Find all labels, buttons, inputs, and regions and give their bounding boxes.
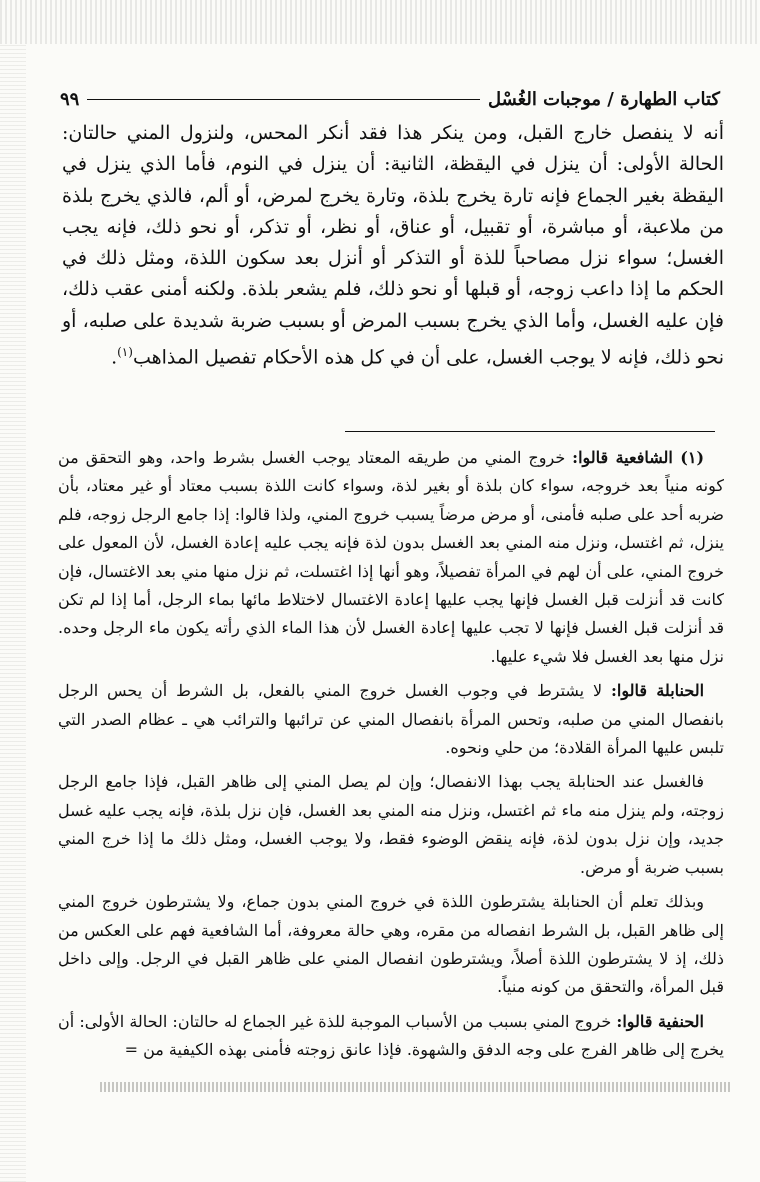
footnote-hanbali (58, 677, 724, 762)
chapter-title: كتاب الطهارة / موجبات الغُسْل (487, 88, 720, 110)
footnote-comparison (58, 888, 724, 1002)
footnote-shafii (58, 444, 724, 671)
header-rule (87, 99, 480, 100)
footnote-text: خروج المني من طريقه المعتاد يوجب الغسل بشرط واحد، وهو التحقق من كونه منياً بعد خروجه، سواء كان بلذة أو بغير لذة، وسواء كانت اللذة بسبب معتاد أو غير معتاد، بأن ضربه أحد على صلبه فأمنى، أو مرض مرضاً يسبب خروج المني، ولذا قالوا: إذا جامع الرجل زوجه، فلم ينزل، ثم اغتسل، ونزل منه المني بعد الغسل بدون لذة فإنه يجب عليه إعادة الغسل، لأن المعول على خروج المني، على أن لهم في المرأة تفصيلاً، وهو أنها إذا اغتسلت، ثم نزل منها مني بعد الاغتسال، فإن كانت قد أنزلت قبل الغسل فإنها يجب عليها إعادة الاغتسال لاختلاط مائها بماء الرجل، أما إذا لم تكن قد أنزلت قبل الغسل فإنها لا تجب عليها إعادة الغسل لأن هذا الماء الذي رأته يكون ماء الرجل وحده. نزل منها بعد الغسل فلا شيء عليها. (58, 448, 725, 666)
running-header (60, 86, 720, 112)
footnote-hanafi (58, 1008, 724, 1065)
page-number: ٩٩ (60, 88, 80, 110)
footnote-lead: الحنابلة قالوا: (610, 681, 705, 701)
main-text (62, 118, 724, 374)
main-paragraph: أنه لا ينفصل خارج القبل، ومن ينكر هذا فقد أنكر المحس، ولنزول المني حالتان: الحالة الأولى: أن ينزل في اليقظة، الثانية: أن ينزل في النوم، فأما الذي ينزل في اليقظة بغير الجماع فإنه تارة يخرج بلذة، وتارة يخرج لمرض، أو ألم، فالذي يخرج بلذة من ملاعبة، أو مباشرة، أو تقبيل، أو عناق، أو نظر، أو تذكر، أو نحو ذلك، فإنه يجب الغسل؛ سواء نزل مصاحباً للذة أو التذكر أو أنزل بعد سكون اللذة، ومثل ذلك في الحكم ما إذا داعب زوجه، أو قبلها أو نحو ذلك، فلم يشعر بلذة. ولكنه أمنى عقب ذلك، فإن عليه الغسل، وأما الذي يخرج بسبب المرض أو بسبب ضربة شديدة على صلبه، أو نحو ذلك، فإنه لا يوجب الغسل، على أن في كل هذه الأحكام تفصيل المذاهب$^{(١)}$. (62, 122, 724, 369)
footnote-lead: (١) الشافعية قالوا: (572, 448, 705, 467)
scan-edge-bottom (100, 1082, 730, 1092)
footnote-hanbali-detail (58, 768, 724, 882)
footnote-text: فالغسل عند الحنابلة يجب بهذا الانفصال؛ وإن لم يصل المني إلى ظاهر القبل، فإذا جامع الرجل زوجته، ولم ينزل منه ماء ثم اغتسل، ونزل منه المني بعد الغسل، فإن نزل بلذة، فإنه يجب عليه غسل جديد، وإن نزل بدون لذة، فإنه ينقض الوضوء فقط، ولا يوجب الغسل، ومثل ذلك ما إذا خرج المني بسبب ضربة أو مرض. (58, 772, 724, 877)
footnote-lead: الحنفية قالوا: (616, 1011, 705, 1031)
main-paragraph-text: أنه لا ينفصل خارج القبل، ومن ينكر هذا فقد أنكر المحس، ولنزول المني حالتان: الحالة الأولى: أن ينزل في اليقظة، الثانية: أن ينزل في النوم، فأما الذي ينزل في اليقظة بغير الجماع فإنه تارة يخرج بلذة، وتارة يخرج لمرض، أو ألم، فالذي يخرج بلذة من ملاعبة، أو مباشرة، أو تقبيل، أو عناق، أو نظر، أو تذكر، أو نحو ذلك، فإنه يجب الغسل؛ سواء نزل مصاحباً للذة أو التذكر أو أنزل بعد سكون اللذة، ومثل ذلك في الحكم ما إذا داعب زوجه، أو قبلها أو نحو ذلك، فلم يشعر بلذة. ولكنه أمنى عقب ذلك، فإن عليه الغسل، وأما الذي يخرج بسبب المرض أو بسبب ضربة شديدة على صلبه، أو نحو ذلك، فإنه لا يوجب الغسل، على أن في كل هذه الأحكام تفصيل المذاهب (62, 122, 724, 369)
footnote-text: خروج المني بسبب من الأسباب الموجبة للذة غير الجماع له حالتان: الحالة الأولى: أن يخرج إلى ظاهر الفرج على وجه الدفق والشهوة. فإذا عانق زوجته فأمنى بهذه الكيفية من = (58, 1011, 724, 1060)
footnote-separator (345, 431, 715, 432)
footnotes (58, 444, 724, 1065)
footnote-text: وبذلك تعلم أن الحنابلة يشترطون اللذة في خروج المني بدون جماع، ولا يشترطون خروج المني إلى ظاهر القبل، بل الشرط انفصاله من مقره، وهي حالة معروفة، أما الشافعية فهم على العكس من ذلك، إذ لا يشترطون اللذة أصلاً، ويشترطون انفصال المني على ظاهر القبل في الرجل. وإلى داخل قبل المرأة، والتحقق من كونه منياً. (58, 892, 724, 997)
footnote-ref: (١) (117, 345, 133, 360)
scan-edge-left (0, 44, 26, 1182)
scan-edge-top (0, 0, 760, 44)
footnote-text: لا يشترط في وجوب الغسل خروج المني بالفعل، بل الشرط أن يحس الرجل بانفصال المني من صلبه، وتحس المرأة بانفصال المني عن ترائبها والترائب هي ـ عظام الصدر التي تلبس عليها المرأة القلادة؛ من حلي ونحوه. (58, 681, 725, 758)
